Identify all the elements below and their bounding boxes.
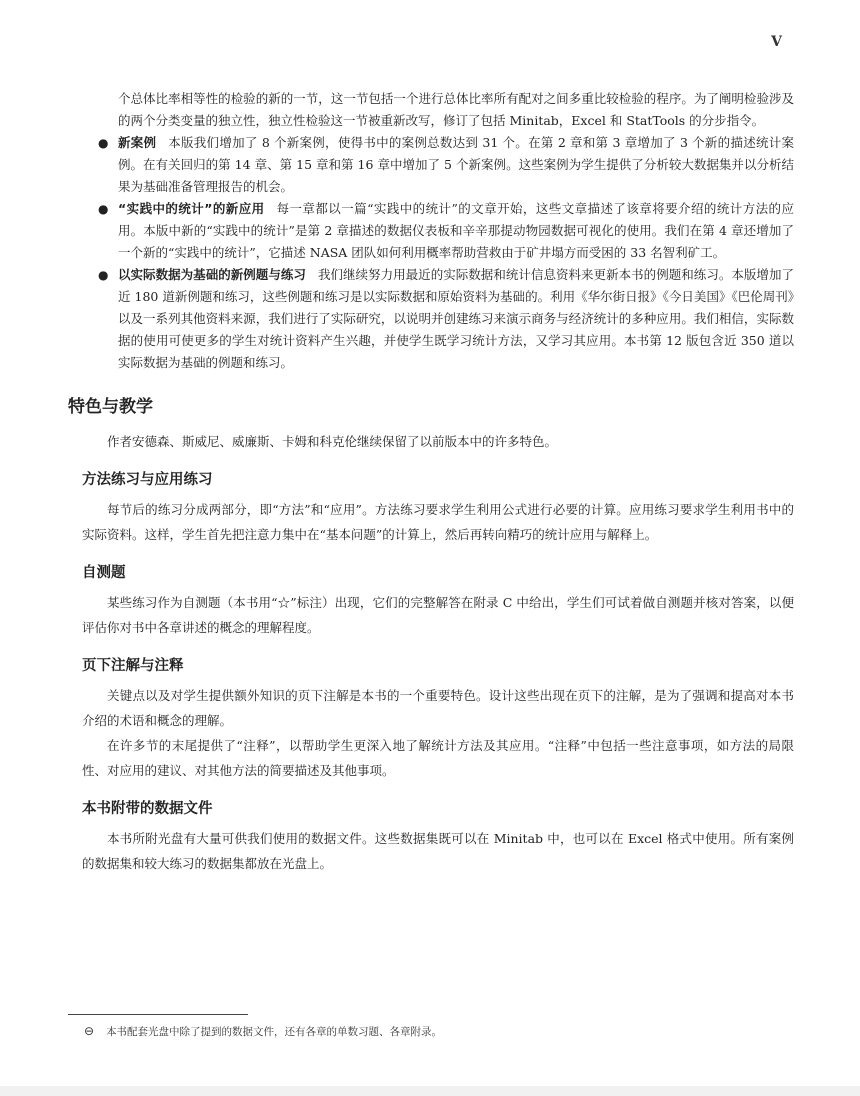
bullet-item (68, 132, 794, 198)
bullet-text: 我们继续努力用最近的实际数据和统计信息资料来更新本书的例题和练习。本版增加了近 180 道新例题和练习，这些例题和练习是以实际数据和原始资料为基础的。利用《华尔街日报》《今日美国》《巴伦周刊》以及一系列其他资料来源，我们进行了实际研究，以说明并创建练习来演示商务与经济统计的多种应用。我们相信，实际数据的使用可使更多的学生对统计资料产生兴趣，并使学生既学习统计方法，又学习其应用。本书第 12 版包含近 350 道以实际数据为基础的例题和练习。 (118, 267, 794, 370)
bullet-item (68, 264, 794, 374)
bullet-text: 每一章都以一篇“实践中的统计”的文章开始，这些文章描述了该章将要介绍的统计方法的应用。本版中新的“实践中的统计”是第 2 章描述的数据仪表板和辛辛那提动物园数据可视化的使用。我们在第 4 章还增加了一个新的“实践中的统计”，它描述 NASA 团队如何利用概率帮助营救由于矿井塌方而受困的 33 名智利矿工。 (118, 201, 794, 260)
footnote-text: 本书配套光盘中除了提到的数据文件，还有各章的单数习题、各章附录。 (106, 1026, 443, 1038)
subsection-heading: 页下注解与注释 (82, 658, 184, 674)
subsection-paragraph: 每节后的练习分成两部分，即“方法”和“应用”。方法练习要求学生利用公式进行必要的计算。应用练习要求学生利用书中的实际资料。这样，学生首先把注意力集中在“基本问题”的计算上，然后再转向精巧的统计应用与解释上。 (82, 502, 794, 542)
bullet-lead: 新案例 (118, 135, 157, 150)
bullet-text: 本版我们增加了 8 个新案例，使得书中的案例总数达到 31 个。在第 2 章和第 3 章增加了 3 个新的描述统计案例。在有关回归的第 14 章、第 15 章和第 16 章中增加了 5 个新案例。这些案例为学生提供了分析较大数据集并以分析结果为基础准备管理报告的机会。 (118, 135, 794, 194)
section-heading: 特色与教学 (68, 397, 153, 417)
footnote-divider (68, 1014, 248, 1015)
subsection-paragraph: 本书所附光盘有大量可供我们使用的数据文件。这些数据集既可以在 Minitab 中，也可以在 Excel 格式中使用。所有案例的数据集和较大练习的数据集都放在光盘上。 (82, 831, 794, 871)
bullet-icon: ● (98, 136, 109, 150)
page-bottom-edge (0, 1086, 860, 1096)
bullet-item (68, 198, 794, 264)
subsection-heading: 自测题 (82, 565, 126, 581)
subsection-paragraph: 在许多节的末尾提供了“注释”，以帮助学生更深入地了解统计方法及其应用。“注释”中包括一些注意事项，如方法的局限性、对应用的建议、对其他方法的简要描述及其他事项。 (82, 738, 794, 778)
page-content (68, 88, 794, 876)
page-number: V (771, 34, 782, 50)
subsection-paragraph: 某些练习作为自测题（本书用“☆”标注）出现，它们的完整解答在附录 C 中给出，学生们可试着做自测题并核对答案，以便评估你对书中各章讲述的概念的理解程度。 (82, 595, 794, 635)
continuation-paragraph: 个总体比率相等性的检验的新的一节，这一节包括一个进行总体比率所有配对之间多重比较检验的程序。为了阐明检验涉及的两个分类变量的独立性，独立性检验这一节被重新改写，修订了包括 Minitab，Excel 和 StatTools 的分步指令。 (118, 91, 794, 128)
bullet-lead: “实践中的统计”的新应用 (118, 201, 265, 216)
subsection-paragraph: 关键点以及对学生提供额外知识的页下注解是本书的一个重要特色。设计这些出现在页下的注解，是为了强调和提高对本书介绍的术语和概念的理解。 (82, 688, 794, 728)
bullet-lead: 以实际数据为基础的新例题与练习 (118, 267, 306, 282)
subsection-heading: 本书附带的数据文件 (82, 801, 213, 817)
bullet-icon: ● (98, 202, 109, 216)
footnote-marker-icon: ⊖ (84, 1024, 95, 1038)
section-intro: 作者安德森、斯威尼、威廉斯、卡姆和科克伦继续保留了以前版本中的许多特色。 (107, 434, 558, 449)
subsection-heading: 方法练习与应用练习 (82, 472, 213, 488)
bullet-list (68, 132, 794, 374)
footnote (84, 1024, 442, 1039)
bullet-icon: ● (98, 268, 109, 282)
